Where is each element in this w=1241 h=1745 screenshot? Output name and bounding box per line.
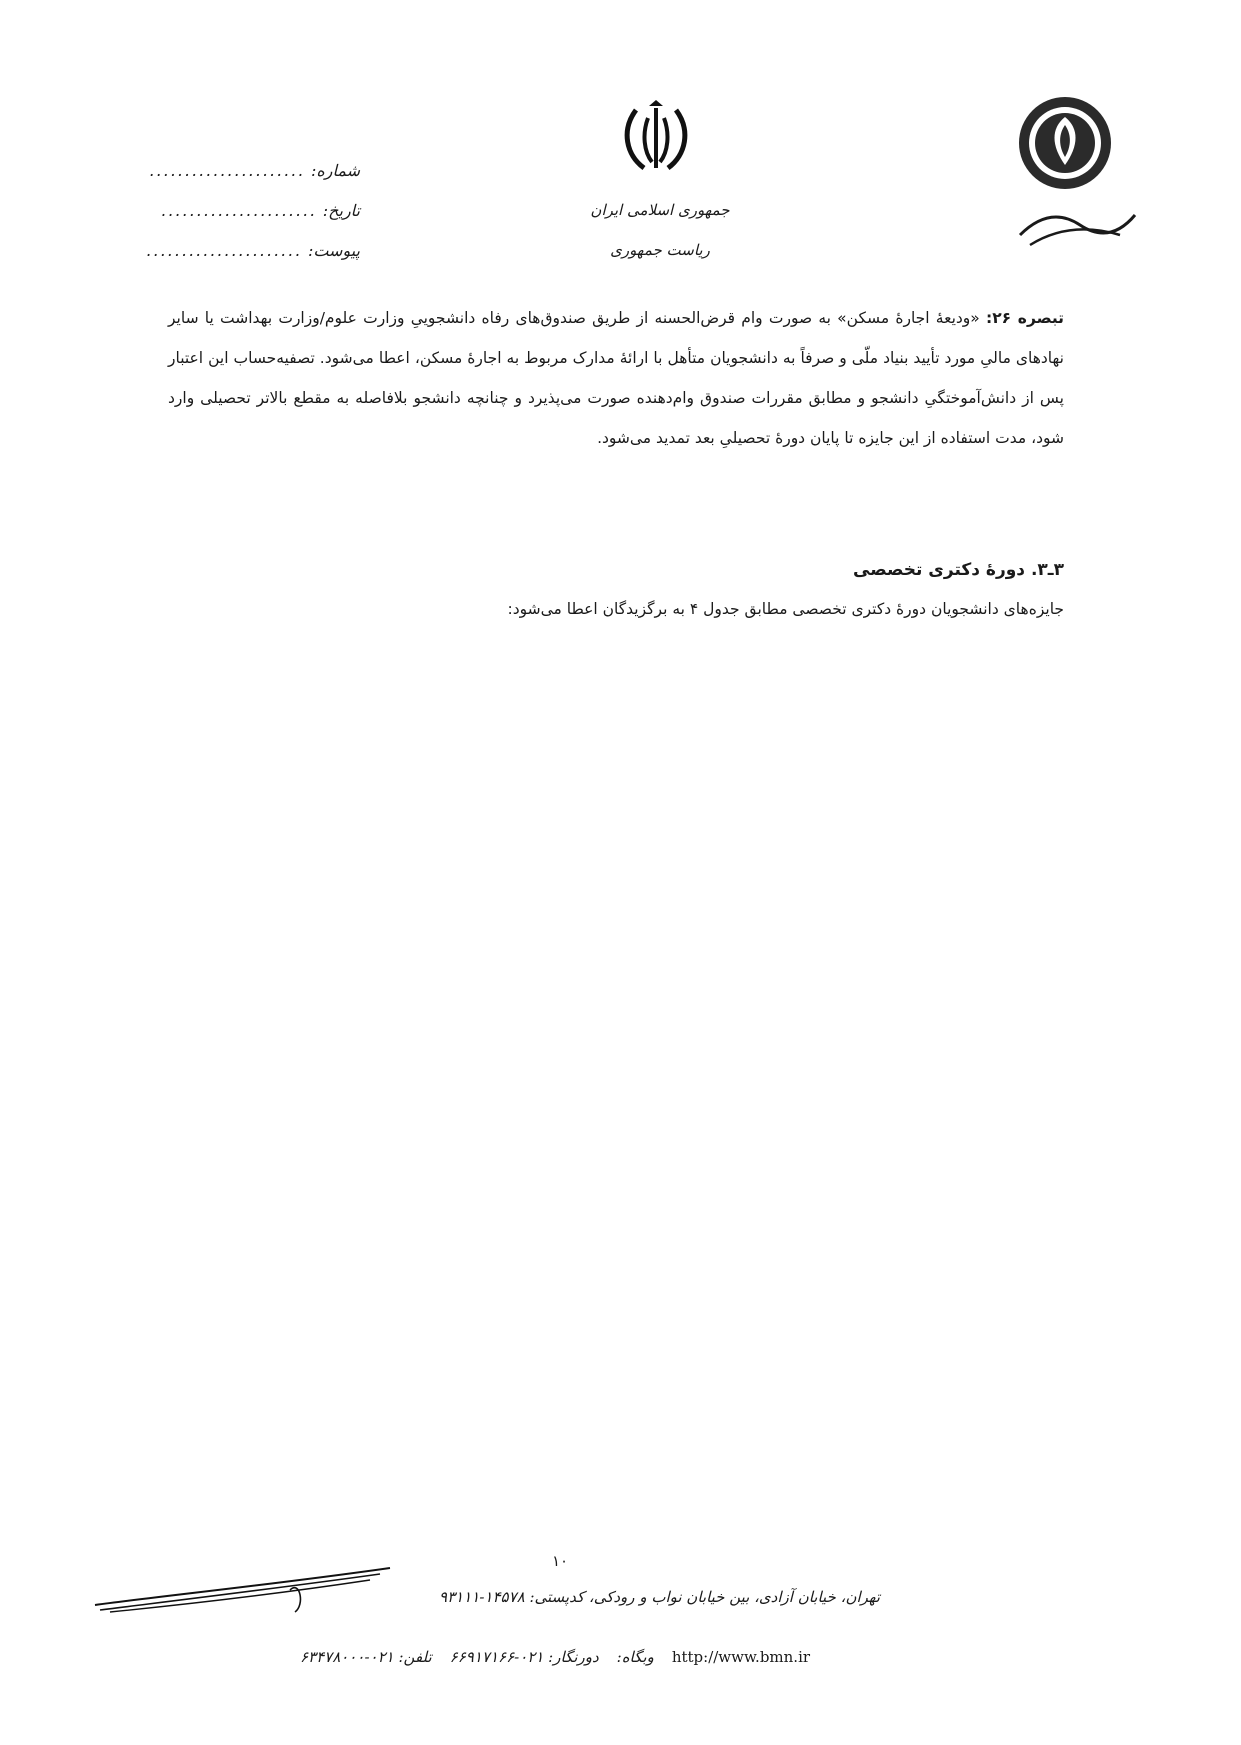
- note-paragraph: [168, 298, 1064, 458]
- footer-address: تهران، خیابان آزادی، بین خیابان نواب و رودکی، کدپستی: ۱۴۵۷۸-۹۳۱۱۱: [439, 1588, 880, 1606]
- emblem-caption-line-1: جمهوری اسلامی ایران: [590, 201, 730, 219]
- page-number: ۱۰: [552, 1552, 569, 1570]
- attachment-label: پیوست:: [307, 240, 360, 260]
- foundation-logo: [1010, 95, 1140, 265]
- number-row: [130, 150, 360, 190]
- emblem-caption: [560, 190, 760, 270]
- number-label: شماره:: [310, 160, 360, 180]
- note-lead: تبصره ۲۶:: [985, 309, 1065, 327]
- section-title: ۳ـ۳. دورهٔ دکتری تخصصی: [853, 560, 1064, 580]
- date-dots: ......................: [160, 200, 317, 220]
- note-text: «ودیعهٔ اجارهٔ مسکن» به صورت وام قرض‌الحسنه از طریق صندوق‌های رفاه دانشجوییِ وزارت علوم/وزارت بهداشت یا سایر نهادهای مالیِ مورد تأیید بنیاد ملّی و صرفاً به دانشجویان متأهل با ارائهٔ مدارک مربوط به اجارهٔ مسکن، اعطا می‌شود. تصفیه‌حساب این اعتبار پس از دانش‌آموختگیِ دانشجو و مطابق مقررات صندوق وام‌دهنده صورت می‌پذیرد و چنانچه دانشجو بلافاصله به مقطع بالاتر تحصیلی وارد شود، مدت استفاده از این جایزه تا پایان دورهٔ تحصیلیِ بعد تمدید می‌شود.: [168, 309, 1064, 447]
- footer-site-url[interactable]: http://www.bmn.ir: [671, 1648, 811, 1666]
- date-row: [130, 190, 360, 230]
- iran-emblem: [616, 100, 696, 180]
- date-label: تاریخ:: [322, 200, 360, 220]
- emblem-caption-line-2: ریاست جمهوری: [610, 241, 710, 259]
- letter-meta: [130, 150, 360, 270]
- footer-phone: تلفن: ۰۲۱-۶۳۴۷۸۰۰۰: [300, 1648, 432, 1666]
- attachment-dots: ......................: [146, 240, 302, 260]
- signature: [90, 1560, 420, 1620]
- number-dots: ......................: [149, 160, 305, 180]
- section-body: جایزه‌های دانشجویان دورهٔ دکتری تخصصی مطابق جدول ۴ به برگزیدگان اعطا می‌شود:: [507, 600, 1064, 618]
- footer-site-label: وبگاه:: [616, 1648, 654, 1666]
- attachment-row: [130, 230, 360, 270]
- footer-contact: [300, 1648, 940, 1666]
- footer-fax: دورنگار: ۰۲۱-۶۶۹۱۷۱۶۶: [449, 1648, 599, 1666]
